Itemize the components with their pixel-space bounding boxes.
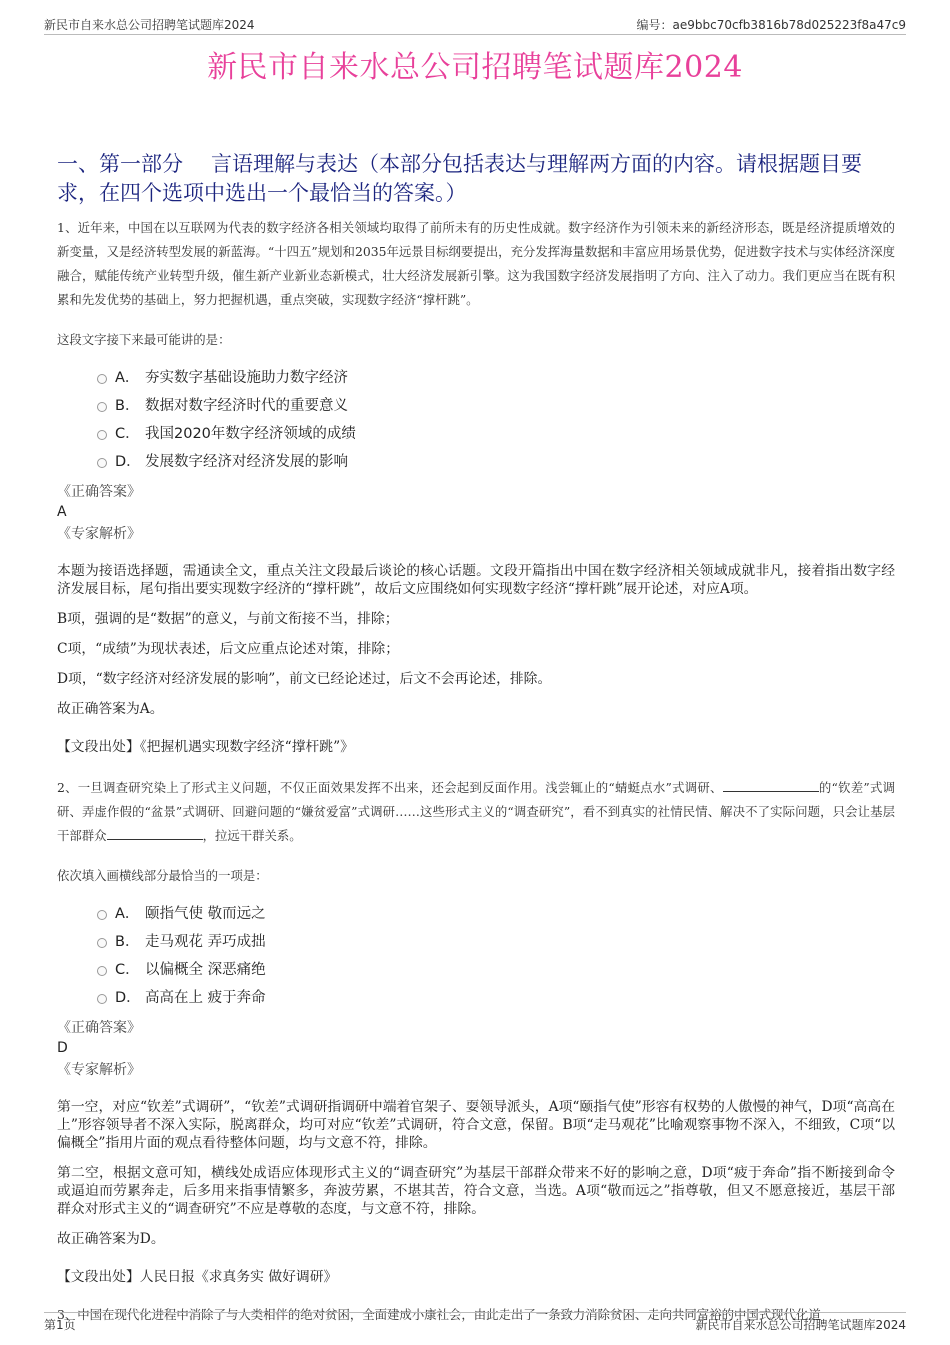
option-text: 以偏概全 深恶痛绝 (145, 961, 266, 978)
analysis-body (57, 1098, 895, 1248)
analysis-paragraph: 第二空，根据文意可知，横线处成语应体现形式主义的“调查研究”为基层干部群众带来不好的影响之意，D项“疲于奔命”指不断接到命令或逼迫而劳累奔走，后多用来指事情繁多，奔波劳累，不堪其苦，符合文意，当选。A项“敬而远之”指尊敬，但又不愿意接近，基层干部群众对形式主义的“调查研究”不应是尊敬的态度，与文意不符，排除。 (57, 1165, 895, 1217)
option-b[interactable] (97, 390, 895, 418)
page-footer (44, 1312, 906, 1333)
stem-part: 2、一旦调查研究染上了形式主义问题，不仅正面效果发挥不出来，还会起到反面作用。浅尝辄止的“蜻蜓点水”式调研、 (57, 780, 723, 795)
option-letter: B． (115, 933, 140, 950)
answer-label: 《正确答案》 (57, 1020, 141, 1036)
section-heading (57, 150, 897, 208)
option-list (97, 898, 895, 1010)
header-code-label: 编号： (636, 18, 673, 32)
option-c[interactable] (97, 418, 895, 446)
analysis-paragraph: D项，“数字经济对经济发展的影响”，前文已经论述过，后文不会再论述，排除。 (57, 671, 552, 687)
option-b[interactable] (97, 926, 895, 954)
option-text: 数据对数字经济时代的重要意义 (145, 397, 348, 414)
option-letter: C． (115, 425, 140, 442)
header-code-value: ae9bbc70cfb3816b78d025223f8a47c9 (672, 18, 906, 32)
radio-icon[interactable] (97, 402, 107, 412)
option-text: 走马观花 弄巧成拙 (145, 933, 266, 950)
option-letter: A． (115, 369, 140, 386)
answer-label: 《正确答案》 (57, 484, 141, 500)
section-text: 言语理解与表达（本部分包括表达与理解两方面的内容。请根据题目要求，在四个选项中选出一个最恰当的答案。） (57, 152, 862, 205)
question-prompt: 这段文字接下来最可能讲的是： (57, 332, 231, 347)
option-letter: B． (115, 397, 140, 414)
option-text: 夯实数字基础设施助力数字经济 (145, 369, 348, 386)
radio-icon[interactable] (97, 430, 107, 440)
analysis-paragraph: 故正确答案为A。 (57, 701, 164, 717)
section-number: 一、第一部分 (57, 152, 183, 176)
analysis-label: 《专家解析》 (57, 526, 141, 542)
header-doc-name: 新民市自来水总公司招聘笔试题库2024 (44, 18, 255, 32)
option-a[interactable] (97, 898, 895, 926)
analysis-paragraph: 故正确答案为D。 (57, 1231, 165, 1247)
option-letter: C． (115, 961, 140, 978)
option-text: 发展数字经济对经济发展的影响 (145, 453, 348, 470)
source-citation: 【文段出处】人民日报《求真务实 做好调研》 (57, 1269, 338, 1285)
radio-icon[interactable] (97, 938, 107, 948)
option-text: 颐指气使 敬而远之 (145, 905, 266, 922)
fill-blank (107, 827, 203, 840)
option-letter: A． (115, 905, 140, 922)
document-title: 新民市自来水总公司招聘笔试题库2024 (207, 50, 743, 85)
question-stem: 1、近年来，中国在以互联网为代表的数字经济各相关领域均取得了前所未有的历史性成就。数字经济作为引领未来的新经济形态，既是经济提质增效的新变量，又是经济转型发展的新蓝海。“十四五”规划和2035年远景目标纲要提出，充分发挥海量数据和丰富应用场景优势，促进数字技术与实体经济深度融合，赋能传统产业转型升级，催生新产业新业态新模式，壮大经济发展新引擎。这为我国数字经济发展指明了方向、注入了动力。我们更应当在既有积累和先发优势的基础上，努力把握机遇，重点突破，实现数字经济“撑杆跳”。 (57, 220, 895, 307)
footer-page-number: 第1页 (44, 1318, 76, 1332)
radio-icon[interactable] (97, 374, 107, 384)
footer-doc-name: 新民市自来水总公司招聘笔试题库2024 (695, 1318, 906, 1332)
question-3-stem: 3、中国在现代化进程中消除了与人类相伴的绝对贫困，全面建成小康社会，由此走出了一条致力消除贫困、走向共同富裕的中国式现代化道 (57, 1307, 821, 1322)
header-code (637, 16, 907, 33)
stem-part: 的“钦差”式调研、弄虚作假的“盆景”式调研、回避问题的“嫌贫爱富”式调研……这些形式主义的“调查研究”，看不到真实的社情民情、解决不了实际问题，只会让基层干部群众 (57, 780, 895, 843)
answer-value: A (57, 504, 67, 520)
fill-blank (723, 779, 819, 792)
analysis-paragraph: 第一空，对应“钦差”式调研”，“钦差”式调研指调研中端着官架子、耍领导派头，A项“颐指气使”形容有权势的人傲慢的神气，D项“高高在上”形容领导者不深入实际，脱离群众，均可对应“钦差”式调研，符合文意，保留。B项“走马观花”比喻观察事物不深入，不细致，C项“以偏概全”指用片面的观点看待整体问题，均与文意不符，排除。 (57, 1099, 895, 1151)
question-2 (57, 776, 895, 1286)
radio-icon[interactable] (97, 966, 107, 976)
page-header (44, 14, 906, 35)
option-d[interactable] (97, 982, 895, 1010)
radio-icon[interactable] (97, 458, 107, 468)
option-list (97, 362, 895, 474)
option-text: 我国2020年数字经济领域的成绩 (145, 425, 356, 442)
option-letter: D． (115, 989, 141, 1006)
answer-value: D (57, 1040, 68, 1056)
question-1 (57, 216, 895, 756)
radio-icon[interactable] (97, 910, 107, 920)
question-stem (57, 776, 895, 848)
option-a[interactable] (97, 362, 895, 390)
analysis-paragraph: 本题为接语选择题，需通读全文，重点关注文段最后谈论的核心话题。文段开篇指出中国在数字经济相关领域成就非凡，接着指出数字经济发展目标，尾句指出要实现数字经济的“撑杆跳”，故后文应围绕如何实现数字经济“撑杆跳”展开论述，对应A项。 (57, 563, 895, 597)
option-text: 高高在上 疲于奔命 (145, 989, 266, 1006)
analysis-paragraph: C项，“成绩”为现状表述，后文应重点论述对策，排除； (57, 641, 399, 657)
option-letter: D． (115, 453, 141, 470)
source-citation: 【文段出处】《把握机遇实现数字经济“撑杆跳”》 (57, 739, 354, 755)
analysis-paragraph: B项，强调的是“数据”的意义，与前文衔接不当，排除； (57, 611, 399, 627)
analysis-label: 《专家解析》 (57, 1062, 141, 1078)
radio-icon[interactable] (97, 994, 107, 1004)
analysis-body (57, 562, 895, 718)
stem-part: ，拉远干群关系。 (202, 828, 302, 843)
option-c[interactable] (97, 954, 895, 982)
main-content (57, 216, 895, 1324)
option-d[interactable] (97, 446, 895, 474)
question-prompt: 依次填入画横线部分最恰当的一项是： (57, 868, 268, 883)
